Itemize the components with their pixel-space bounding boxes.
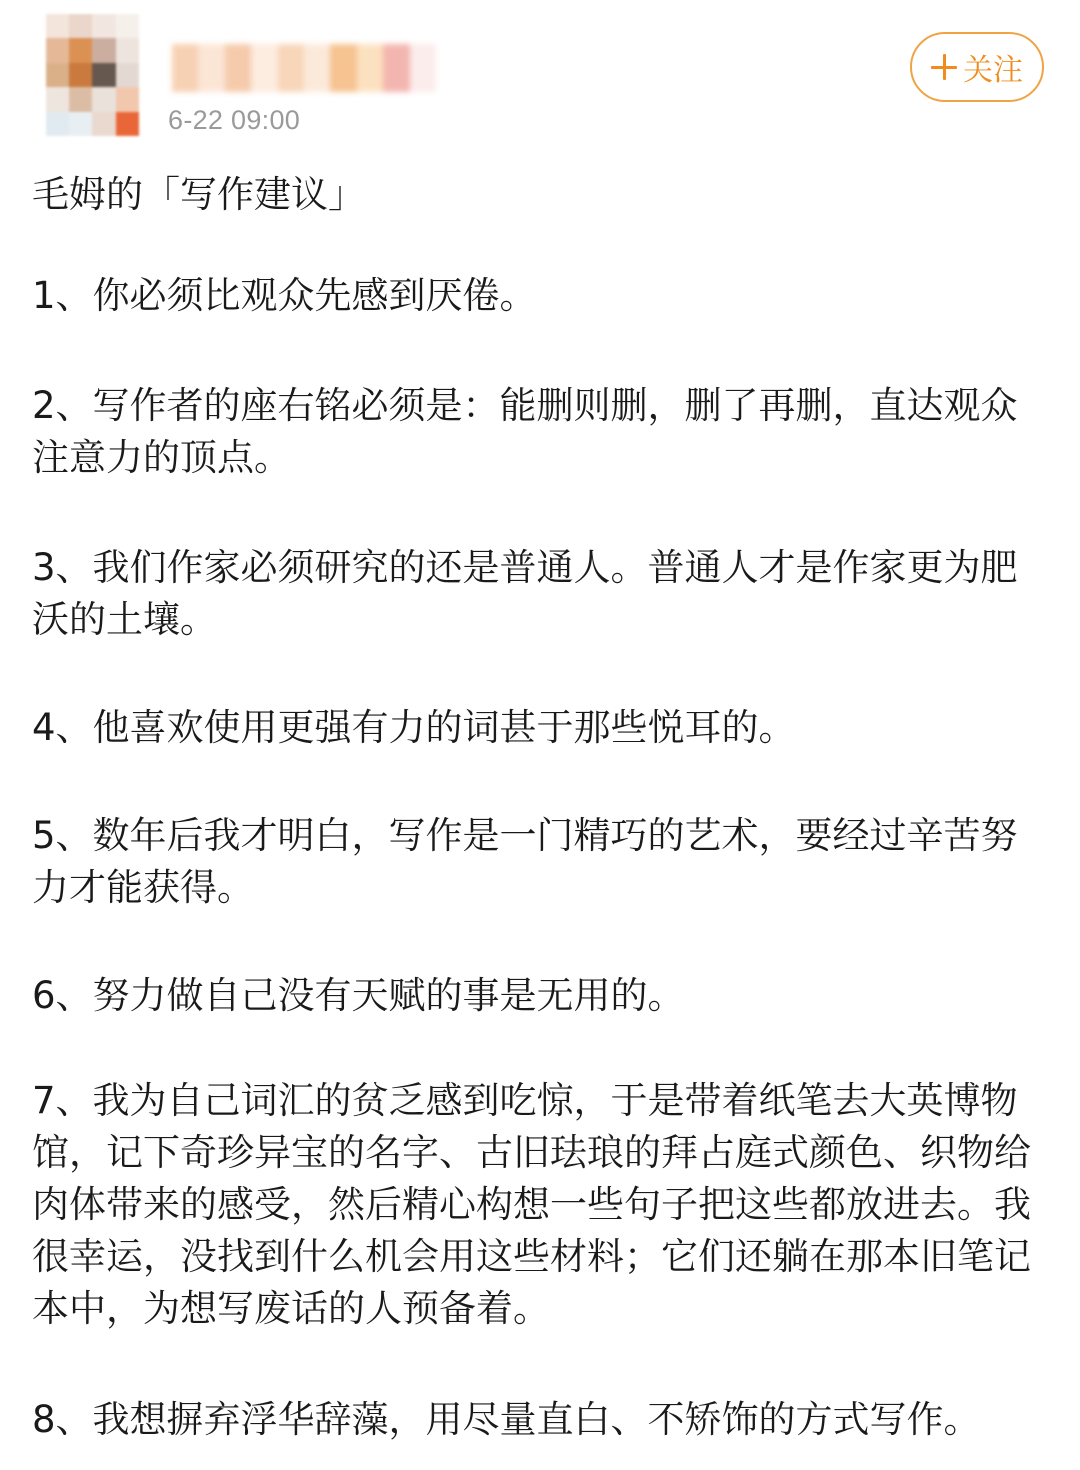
- list-item: 8、我想摒弃浮华辞藻，用尽量直白、不矫饰的方式写作。: [32, 1398, 981, 1441]
- list-item: 6、努力做自己没有天赋的事是无用的。: [32, 974, 685, 1017]
- avatar[interactable]: [46, 14, 162, 136]
- username-blurred[interactable]: [172, 44, 436, 92]
- post-header: [0, 0, 1080, 150]
- post-body: [32, 160, 1052, 1441]
- follow-button[interactable]: [910, 32, 1044, 102]
- post-title: 毛姆的「写作建议」: [32, 173, 365, 216]
- plus-icon: [931, 54, 957, 80]
- list-item: 5、数年后我才明白，写作是一门精巧的艺术，要经过辛苦努力才能获得。: [32, 814, 1018, 909]
- list-item: 4、他喜欢使用更强有力的词甚于那些悦耳的。: [32, 706, 796, 749]
- post-timestamp: 6-22 09:00: [168, 105, 301, 135]
- list-item: 3、我们作家必须研究的还是普通人。普通人才是作家更为肥沃的土壤。: [32, 546, 1018, 641]
- list-item: 1、你必须比观众先感到厌倦。: [32, 274, 537, 317]
- list-item: 7、我为自己词汇的贫乏感到吃惊，于是带着纸笔去大英博物馆，记下奇珍异宝的名字、古旧珐琅的拜占庭式颜色、织物给肉体带来的感受，然后精心构想一些句子把这些都放进去。我很幸运，没找到什么机会用这些材料；它们还躺在那本旧笔记本中，为想写废话的人预备着。: [32, 1079, 1031, 1330]
- list-item: 2、写作者的座右铭必须是：能删则删，删了再删，直达观众注意力的顶点。: [32, 384, 1018, 479]
- follow-button-label: 关注: [963, 53, 1023, 88]
